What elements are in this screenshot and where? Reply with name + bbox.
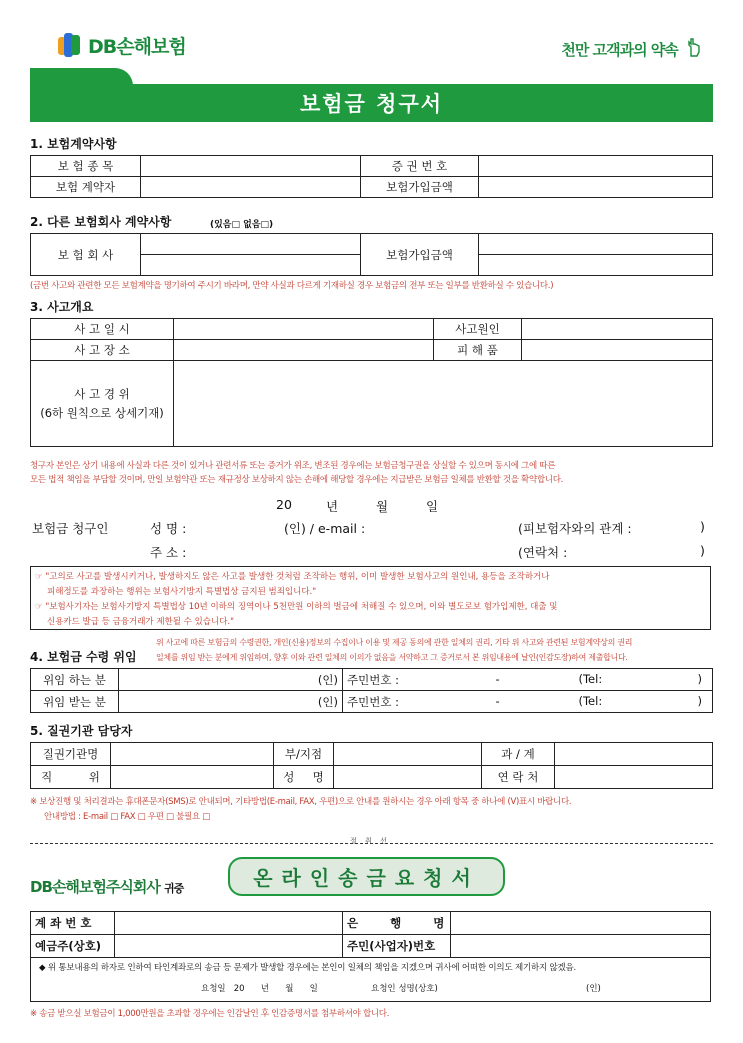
relation-close: ): [700, 519, 705, 534]
brand-mark-icon: [58, 31, 84, 59]
contact-field[interactable]: [555, 766, 713, 789]
claimant-label: 보험금 청구인: [32, 521, 109, 536]
delegator-info-field[interactable]: 주민번호 : - (Tel: ): [343, 669, 713, 691]
other-insurer-field-1[interactable]: [141, 234, 361, 255]
label-delegator: 위임 하는 분: [31, 669, 119, 691]
account-number-field[interactable]: [115, 912, 343, 935]
branch-field[interactable]: [334, 743, 482, 766]
label-insured-amount: 보험가입금액: [361, 177, 479, 198]
other-insurer-field-2[interactable]: [141, 255, 361, 276]
section1-title: 1. 보험계약사항: [30, 137, 117, 151]
slogan: 천만 고객과의 약속: [561, 38, 703, 60]
department-field[interactable]: [555, 743, 713, 766]
label-department: 과 / 계: [482, 743, 555, 766]
bank-name-field[interactable]: [451, 912, 711, 935]
label-other-insurer: 보 험 회 사: [31, 234, 141, 276]
label-person-name: 성 명: [274, 766, 334, 789]
remittance-table: [30, 911, 711, 1002]
policy-number-field[interactable]: [479, 156, 713, 177]
delegator-name-field[interactable]: (인): [119, 669, 343, 691]
title-bar: [30, 68, 713, 122]
brand-logo: [58, 30, 186, 60]
position-field[interactable]: [111, 766, 274, 789]
pledgee-table: [30, 742, 713, 789]
accident-detail-field[interactable]: [174, 361, 713, 447]
hand-icon: [685, 38, 703, 58]
label-branch: 부/지점: [274, 743, 334, 766]
insured-amount-field[interactable]: [479, 177, 713, 198]
claimant-name-label: 성 명 :: [150, 521, 187, 536]
accident-cause-field[interactable]: [522, 319, 713, 340]
label-policy-number: 증 권 번 호: [361, 156, 479, 177]
contact-close: ): [700, 543, 705, 558]
section3-note-1: 청구자 본인은 상기 내용에 사실과 다른 것이 있거나 관련서류 또는 증거가 위조, 변조된 경우에는 보험금청구권을 상실할 수 있으며 동시에 그에 따른: [30, 461, 556, 471]
accident-date-field[interactable]: [174, 319, 434, 340]
contract-table: [30, 155, 713, 198]
label-accident-date: 사 고 일 시: [31, 319, 174, 340]
remittance-title: 온라인송금요청서: [228, 857, 505, 896]
other-amount-field-2[interactable]: [479, 255, 713, 276]
section5-title: 5. 질권기관 담당자: [30, 724, 133, 738]
cut-line-label: 절 취 선: [350, 837, 390, 845]
other-amount-field-1[interactable]: [479, 234, 713, 255]
delegate-info-field[interactable]: 주민번호 : - (Tel: ): [343, 691, 713, 713]
label-other-amount: 보험가입금액: [361, 234, 479, 276]
section4-note-2: 일체를 위임 받는 분에게 위임하며, 향후 이와 관련 일체의 이의가 없음을 서약하고 그 증거로서 본 위임내용에 날인(인감도장)하여 제출합니다.: [156, 653, 628, 662]
delegate-name-field[interactable]: (인): [119, 691, 343, 713]
relation-label: (피보험자와의 관계 :: [518, 521, 632, 536]
section5-note-1: ※ 보상진행 및 처리결과는 휴대폰문자(SMS)로 안내되며, 기타방법(E-mail, FAX, 우편)으로 안내를 원하시는 경우 아래 항목 중 하나에 (V)표시 바랍니다.: [30, 797, 572, 807]
delegation-table: [30, 668, 713, 713]
label-damaged-item: 피 해 품: [434, 340, 522, 361]
label-accident-cause: 사고원인: [434, 319, 522, 340]
label-insurance-type: 보 험 종 목: [31, 156, 141, 177]
section2-note: (금번 사고와 관련한 모든 보험계약을 명기하여 주시기 바라며, 만약 사실과 다르게 기재하실 경우 보험금의 전부 또는 일부를 반환하실 수 있습니다.): [30, 281, 554, 291]
label-accident-place: 사 고 장 소: [31, 340, 174, 361]
section2-title: 2. 다른 보험회사 계약사항: [30, 215, 172, 229]
page-title: 보험금 청구서: [299, 92, 444, 116]
label-account-holder: 예금주(상호): [31, 935, 115, 958]
requester-seal[interactable]: (인): [586, 984, 601, 994]
requester-name-label: 요청인 성명(상호): [371, 984, 438, 994]
claim-date-month-label: 월: [376, 499, 389, 514]
insurance-type-field[interactable]: [141, 156, 361, 177]
label-policyholder: 보험 계약자: [31, 177, 141, 198]
label-delegate: 위임 받는 분: [31, 691, 119, 713]
claim-date-day-label: 일: [426, 499, 439, 514]
claim-date-year[interactable]: 20: [276, 497, 292, 512]
section4-note-1: 위 사고에 따른 보험금의 수령권한, 개인(신용)정보의 수집이나 이용 및 제공 동의에 관한 일체의 권리, 기타 위 사고와 관련된 보험계약상의 권리: [156, 638, 633, 647]
remittance-footer-note: ※ 송금 받으실 보험금이 1,000만원을 초과할 경우에는 인감날인 후 인감증명서를 첨부하셔야 합니다.: [30, 1009, 390, 1019]
pledgee-org-field[interactable]: [111, 743, 274, 766]
label-account-number: 계 좌 번 호: [31, 912, 115, 935]
account-holder-field[interactable]: [115, 935, 343, 958]
other-insurer-table: [30, 233, 713, 276]
label-registration-number: 주민(사업자)번호: [343, 935, 451, 958]
claimant-seal-email: (인) / e-mail :: [284, 521, 366, 536]
request-date[interactable]: 요청일 20 년 월 일: [201, 984, 318, 994]
label-pledgee-org: 질권기관명: [31, 743, 111, 766]
recipient-company: DB손해보험주식회사 귀중: [30, 878, 184, 896]
brand-name: DB손해보험: [88, 35, 186, 58]
other-contract-yesno[interactable]: (있음□ 없음□): [210, 220, 274, 230]
notify-method[interactable]: 안내방법 : E-mail □ FAX □ 우편 □ 불필요 □: [44, 812, 211, 822]
section3-note-2: 모든 법적 책임을 부담할 것이며, 만일 보험약관 또는 재규정상 보상하지 않는 손해에 해당할 경우에는 지급받은 보험금 일체를 반환할 것을 확약합니다.: [30, 475, 564, 485]
claim-date-year-label: 년: [326, 499, 339, 514]
section4-title: 4. 보험금 수령 위임: [30, 650, 137, 664]
label-position: 직 위: [31, 766, 111, 789]
cut-line: [30, 843, 713, 844]
fraud-warning: ☞ "고의로 사고를 발생시키거나, 발생하지도 않은 사고를 발생한 것처럼 조작하는 행위, 이미 발생한 보험사고의 원인내, 용등을 조작하거나 피해정도를 과장하는 행위는 보험사기방지 특별법상 금지된 범죄입니다." ☞ "보험사기자는 보험사기방지 특별법상 10년 이하의 징역이나 5천만원 이하의 벌금에 처해질 수 있으며, 이와 별도로보 험가입제한, 대출 및 신용카드 발급 등 금융거래가 제한될 수 있습니다.": [30, 566, 711, 630]
accident-table: [30, 318, 713, 447]
section3-title: 3. 사고개요: [30, 300, 94, 314]
claimant-address-label: 주 소 :: [150, 545, 187, 560]
contact-label: (연락처 :: [518, 545, 568, 560]
accident-place-field[interactable]: [174, 340, 434, 361]
remittance-statement: ◆ 위 통보내용의 하자로 인하여 타인계좌로의 송금 등 문제가 발생할 경우에는 본인이 일체의 책임을 지겠으며 귀사에 어떠한 이의도 제기하지 않겠음. 요청일 20 년 월 일 요청인 성명(상호) (인): [31, 958, 711, 1002]
person-name-field[interactable]: [334, 766, 482, 789]
registration-number-field[interactable]: [451, 935, 711, 958]
label-contact: 연 락 처: [482, 766, 555, 789]
label-bank-name: 은 행 명: [343, 912, 451, 935]
damaged-item-field[interactable]: [522, 340, 713, 361]
policyholder-field[interactable]: [141, 177, 361, 198]
label-accident-detail: 사 고 경 위 (6하 원칙으로 상세기재): [31, 361, 174, 447]
